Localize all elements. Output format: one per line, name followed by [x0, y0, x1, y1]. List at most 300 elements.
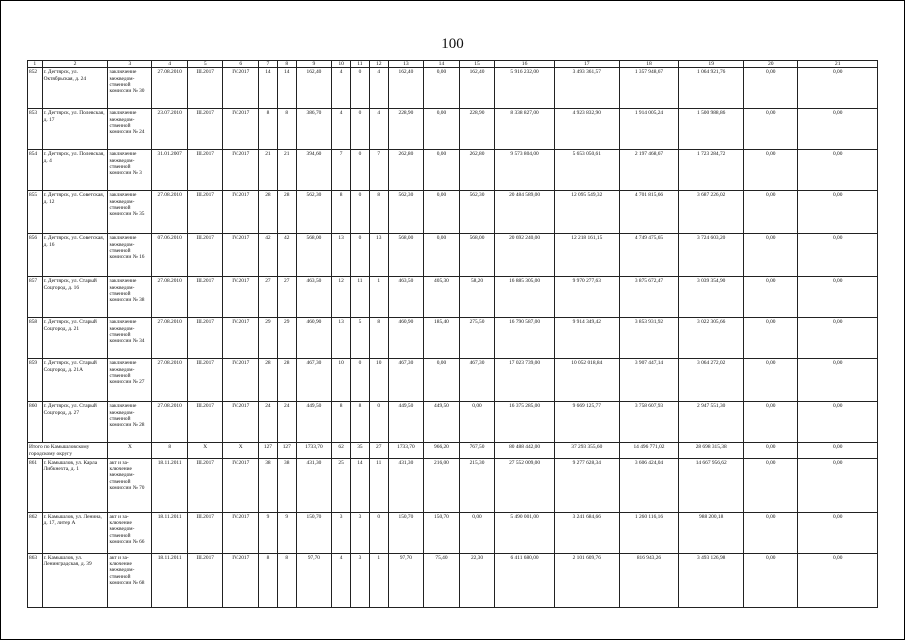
table-row: [28, 458, 878, 512]
cell-addr: г. Дегтярск, ул. Старый Соцгород, д. 16: [42, 277, 108, 318]
cell-c21: 0,00: [798, 512, 878, 553]
cell-c7: 27: [259, 277, 278, 318]
cell-c20: 0,00: [744, 458, 798, 512]
table-row: [28, 553, 878, 607]
cell-c20: 0,00: [744, 318, 798, 359]
cell-n: 863: [28, 553, 43, 607]
cell-c18: 3 875 672,47: [619, 277, 679, 318]
cell-c17: 3 241 684,66: [554, 512, 619, 553]
cell-c16: 5 916 232,00: [495, 68, 555, 109]
cell-c18: 4 701 815,66: [619, 191, 679, 234]
cell-date: 27.08.2010: [152, 277, 188, 318]
cell-doc: заключение межведом-ственной комиссии № 27: [108, 359, 152, 402]
cell-c18: 4 749 475,65: [619, 234, 679, 277]
cell-c19: 3 493 126,98: [679, 553, 744, 607]
cell-c9: 150,70: [296, 512, 332, 553]
cell-c16: 17 023 739,00: [495, 359, 555, 402]
column-number: 6: [223, 61, 259, 68]
cell-c7: 28: [259, 191, 278, 234]
subtotal-c15: 767,50: [459, 443, 495, 459]
cell-c16: 8 338 827,00: [495, 109, 555, 150]
cell-c16: 20 692 240,00: [495, 234, 555, 277]
cell-doc: заключение межведом-ственной комиссии № 28: [108, 402, 152, 443]
cell-c19: 3 724 603,20: [679, 234, 744, 277]
cell-c15: 568,00: [459, 234, 495, 277]
table-row: [28, 277, 878, 318]
cell-c13: 463,50: [388, 277, 424, 318]
cell-c16: 27 552 009,00: [495, 458, 555, 512]
cell-date: 23.07.2010: [152, 109, 188, 150]
table-row: [28, 191, 878, 234]
cell-c10: 13: [332, 234, 351, 277]
cell-c15: 22,30: [459, 553, 495, 607]
cell-c11: 3: [351, 553, 370, 607]
cell-c18: 816 943,26: [619, 553, 679, 607]
cell-date: 27.08.2010: [152, 68, 188, 109]
cell-q: III.2017: [187, 512, 223, 553]
cell-p: IV.2017: [223, 402, 259, 443]
column-number: 10: [332, 61, 351, 68]
table-row: [28, 150, 878, 191]
cell-c10: 4: [332, 553, 351, 607]
cell-c9: 568,00: [296, 234, 332, 277]
cell-c17: 9 914 349,42: [554, 318, 619, 359]
cell-n: 858: [28, 318, 43, 359]
cell-c21: 0,00: [798, 402, 878, 443]
cell-c13: 97,70: [388, 553, 424, 607]
cell-c8: 8: [277, 553, 296, 607]
subtotal-c16: 80 488 442,00: [495, 443, 555, 459]
cell-c21: 0,00: [798, 318, 878, 359]
subtotal-label: Итого по Камышловскому городскому округу: [28, 443, 108, 459]
cell-c19: 14 667 956,62: [679, 458, 744, 512]
cell-doc: заключение межведом-ственной комиссии № 35: [108, 191, 152, 234]
cell-n: 861: [28, 458, 43, 512]
cell-c21: 0,00: [798, 109, 878, 150]
column-number: 15: [459, 61, 495, 68]
cell-doc: заключение межведом-ственной комиссии № 24: [108, 109, 152, 150]
cell-c10: 13: [332, 318, 351, 359]
cell-date: 18.11.2011: [152, 458, 188, 512]
cell-p: IV.2017: [223, 68, 259, 109]
cell-c7: 8: [259, 553, 278, 607]
cell-c9: 467,30: [296, 359, 332, 402]
cell-c20: 0,00: [744, 359, 798, 402]
cell-c20: 0,00: [744, 191, 798, 234]
cell-addr: г. Дегтярск, ул. Старый Соцгород, д. 21А: [42, 359, 108, 402]
cell-c15: 162,40: [459, 68, 495, 109]
cell-c17: 9 277 628,34: [554, 458, 619, 512]
cell-c13: 467,30: [388, 359, 424, 402]
subtotal-c8: 127: [277, 443, 296, 459]
cell-c19: 1 723 284,72: [679, 150, 744, 191]
cell-n: 862: [28, 512, 43, 553]
cell-c21: 0,00: [798, 68, 878, 109]
cell-c14: 0,00: [424, 68, 460, 109]
cell-c17: 10 052 018,84: [554, 359, 619, 402]
cell-c20: 0,00: [744, 553, 798, 607]
cell-c11: 0: [351, 191, 370, 234]
cell-c11: 3: [351, 512, 370, 553]
cell-addr: г. Дегтярск, ул. Советская, д. 16: [42, 234, 108, 277]
cell-c9: 562,30: [296, 191, 332, 234]
cell-c19: 2 947 551,30: [679, 402, 744, 443]
subtotal-c11: 35: [351, 443, 370, 459]
cell-q: III.2017: [187, 277, 223, 318]
cell-addr: г. Дегтярск, ул. Октябрьская, д. 24: [42, 68, 108, 109]
cell-c8: 14: [277, 68, 296, 109]
cell-c7: 38: [259, 458, 278, 512]
cell-c11: 11: [351, 277, 370, 318]
cell-n: 854: [28, 150, 43, 191]
cell-c8: 28: [277, 191, 296, 234]
cell-c12: 1: [369, 277, 388, 318]
cell-c21: 0,00: [798, 458, 878, 512]
cell-date: 27.08.2010: [152, 402, 188, 443]
cell-n: 855: [28, 191, 43, 234]
cell-c13: 460,90: [388, 318, 424, 359]
cell-c18: 3 758 607,93: [619, 402, 679, 443]
cell-c10: 4: [332, 68, 351, 109]
cell-c16: 9 573 804,00: [495, 150, 555, 191]
cell-p: IV.2017: [223, 109, 259, 150]
cell-c16: 5 490 001,00: [495, 512, 555, 553]
column-number: 19: [679, 61, 744, 68]
cell-c13: 228,90: [388, 109, 424, 150]
cell-c12: 4: [369, 109, 388, 150]
cell-c12: 0: [369, 512, 388, 553]
column-number: 3: [108, 61, 152, 68]
cell-c10: 4: [332, 109, 351, 150]
cell-c19: 3 064 272,02: [679, 359, 744, 402]
cell-c8: 9: [277, 512, 296, 553]
cell-c10: 12: [332, 277, 351, 318]
cell-c20: 0,00: [744, 277, 798, 318]
cell-c7: 9: [259, 512, 278, 553]
cell-c9: 431,30: [296, 458, 332, 512]
cell-c15: 0,00: [459, 402, 495, 443]
cell-c9: 394,60: [296, 150, 332, 191]
column-number: 12: [369, 61, 388, 68]
cell-c13: 162,40: [388, 68, 424, 109]
cell-doc: заключение межведом-ственной комиссии № 30: [108, 68, 152, 109]
cell-c7: 8: [259, 109, 278, 150]
column-number: 7: [259, 61, 278, 68]
cell-addr: г. Дегтярск, ул. Полевская, д. 17: [42, 109, 108, 150]
cell-c8: 27: [277, 277, 296, 318]
cell-c19: 1 500 988,86: [679, 109, 744, 150]
cell-c7: 42: [259, 234, 278, 277]
cell-c8: 8: [277, 109, 296, 150]
cell-addr: г. Камышлов, ул. Карла Либкнехта, д. 1: [42, 458, 108, 512]
column-number: 1: [28, 61, 43, 68]
column-number: 17: [554, 61, 619, 68]
cell-c14: 0,00: [424, 150, 460, 191]
cell-c15: 275,50: [459, 318, 495, 359]
cell-c11: 5: [351, 318, 370, 359]
cell-c13: 568,00: [388, 234, 424, 277]
cell-c10: 10: [332, 359, 351, 402]
cell-c16: 16 885 305,00: [495, 277, 555, 318]
cell-c15: 215,30: [459, 458, 495, 512]
cell-c9: 463,50: [296, 277, 332, 318]
cell-c14: 0,00: [424, 234, 460, 277]
cell-p: IV.2017: [223, 318, 259, 359]
subtotal-c14: 966,20: [424, 443, 460, 459]
column-number: 16: [495, 61, 555, 68]
cell-c10: 3: [332, 512, 351, 553]
cell-c16: 6 411 680,00: [495, 553, 555, 607]
cell-q: III.2017: [187, 458, 223, 512]
cell-c20: 0,00: [744, 150, 798, 191]
subtotal-c18: 14 496 771,02: [619, 443, 679, 459]
column-number: 14: [424, 61, 460, 68]
cell-c17: 5 653 050,61: [554, 150, 619, 191]
cell-p: IV.2017: [223, 553, 259, 607]
cell-q: III.2017: [187, 553, 223, 607]
cell-c12: 4: [369, 68, 388, 109]
cell-c17: 12 095 549,32: [554, 191, 619, 234]
cell-c8: 24: [277, 402, 296, 443]
cell-q: III.2017: [187, 402, 223, 443]
cell-c18: 3 606 424,04: [619, 458, 679, 512]
table-row: [28, 512, 878, 553]
cell-c15: 262,80: [459, 150, 495, 191]
cell-addr: г. Дегтярск, ул. Полевская, д. 4: [42, 150, 108, 191]
cell-c10: 25: [332, 458, 351, 512]
cell-c7: 29: [259, 318, 278, 359]
cell-date: 18.11.2011: [152, 553, 188, 607]
column-number: 4: [152, 61, 188, 68]
column-number: 11: [351, 61, 370, 68]
cell-q: III.2017: [187, 150, 223, 191]
cell-c13: 150,70: [388, 512, 424, 553]
cell-c18: 3 907 447,14: [619, 359, 679, 402]
cell-q: III.2017: [187, 191, 223, 234]
column-number: 13: [388, 61, 424, 68]
cell-c21: 0,00: [798, 359, 878, 402]
cell-c12: 8: [369, 191, 388, 234]
cell-c20: 0,00: [744, 68, 798, 109]
cell-c19: 988 200,18: [679, 512, 744, 553]
cell-c20: 0,00: [744, 234, 798, 277]
cell-c9: 97,70: [296, 553, 332, 607]
cell-addr: г. Дегтярск, ул. Старый Соцгород, д. 27: [42, 402, 108, 443]
cell-addr: г. Дегтярск, ул. Старый Соцгород, д. 21: [42, 318, 108, 359]
cell-c14: 185,40: [424, 318, 460, 359]
cell-doc: акт и за-ключение межведом-ственной комиссии № 68: [108, 553, 152, 607]
subtotal-c9: 1733,70: [296, 443, 332, 459]
cell-c15: 467,30: [459, 359, 495, 402]
cell-n: 852: [28, 68, 43, 109]
subtotal-row: [28, 443, 878, 459]
cell-c7: 21: [259, 150, 278, 191]
cell-p: IV.2017: [223, 150, 259, 191]
cell-c19: 3 039 354,90: [679, 277, 744, 318]
cell-c21: 0,00: [798, 234, 878, 277]
cell-c15: 562,30: [459, 191, 495, 234]
cell-c8: 38: [277, 458, 296, 512]
cell-c20: 0,00: [744, 402, 798, 443]
cell-n: 856: [28, 234, 43, 277]
cell-c14: 449,50: [424, 402, 460, 443]
table-row: [28, 109, 878, 150]
cell-c15: 0,00: [459, 512, 495, 553]
cell-c18: 1 260 116,16: [619, 512, 679, 553]
column-number: 9: [296, 61, 332, 68]
cell-c21: 0,00: [798, 191, 878, 234]
cell-c12: 13: [369, 234, 388, 277]
cell-c11: 8: [351, 402, 370, 443]
cell-c14: 150,70: [424, 512, 460, 553]
subtotal-c17: 37 293 355,60: [554, 443, 619, 459]
cell-c11: 0: [351, 68, 370, 109]
subtotal-c4: 8: [152, 443, 188, 459]
subtotal-c12: 27: [369, 443, 388, 459]
table-row: [28, 68, 878, 109]
cell-c18: 1 914 005,24: [619, 109, 679, 150]
data-table: [27, 60, 878, 608]
cell-doc: акт и за-ключение межведом-ственной комиссии № 66: [108, 512, 152, 553]
cell-c13: 449,50: [388, 402, 424, 443]
cell-c8: 29: [277, 318, 296, 359]
cell-c8: 21: [277, 150, 296, 191]
subtotal-c6: X: [223, 443, 259, 459]
cell-c19: 3 022 305,66: [679, 318, 744, 359]
cell-c10: 7: [332, 150, 351, 191]
cell-c21: 0,00: [798, 150, 878, 191]
cell-c15: 58,20: [459, 277, 495, 318]
cell-c7: 24: [259, 402, 278, 443]
cell-doc: заключение межведом-ственной комиссии № 16: [108, 234, 152, 277]
cell-c17: 12 218 161,15: [554, 234, 619, 277]
subtotal-c13: 1733,70: [388, 443, 424, 459]
cell-c14: 0,00: [424, 109, 460, 150]
cell-c17: 2 101 609,76: [554, 553, 619, 607]
cell-n: 860: [28, 402, 43, 443]
cell-c10: 8: [332, 402, 351, 443]
subtotal-c3: X: [108, 443, 152, 459]
cell-c13: 262,80: [388, 150, 424, 191]
cell-c18: 2 197 468,67: [619, 150, 679, 191]
cell-c17: 9 669 125,77: [554, 402, 619, 443]
column-number: 20: [744, 61, 798, 68]
cell-c12: 10: [369, 359, 388, 402]
cell-c12: 0: [369, 402, 388, 443]
cell-c7: 14: [259, 68, 278, 109]
column-number: 18: [619, 61, 679, 68]
table-row: [28, 318, 878, 359]
cell-c16: 16 790 587,00: [495, 318, 555, 359]
cell-q: III.2017: [187, 234, 223, 277]
cell-date: 18.11.2011: [152, 512, 188, 553]
cell-doc: заключение межведом-ственной комиссии № 38: [108, 277, 152, 318]
cell-c19: 1 064 921,76: [679, 68, 744, 109]
subtotal-c5: X: [187, 443, 223, 459]
cell-p: IV.2017: [223, 512, 259, 553]
column-number: 8: [277, 61, 296, 68]
cell-q: III.2017: [187, 68, 223, 109]
cell-c14: 0,00: [424, 359, 460, 402]
subtotal-c10: 62: [332, 443, 351, 459]
cell-c14: 75,40: [424, 553, 460, 607]
page-number: 100: [441, 36, 464, 52]
cell-c21: 0,00: [798, 553, 878, 607]
cell-date: 27.08.2010: [152, 359, 188, 402]
cell-addr: г. Камышлов, ул. Ленина, д. 17, литер А: [42, 512, 108, 553]
cell-c9: 162,40: [296, 68, 332, 109]
cell-q: III.2017: [187, 359, 223, 402]
cell-p: IV.2017: [223, 359, 259, 402]
cell-c11: 0: [351, 150, 370, 191]
column-number: 2: [42, 61, 108, 68]
table-row: [28, 402, 878, 443]
cell-doc: заключение межведом-ственной комиссии № 34: [108, 318, 152, 359]
cell-c14: 216,00: [424, 458, 460, 512]
cell-c17: 9 970 277,63: [554, 277, 619, 318]
cell-date: 07.06.2010: [152, 234, 188, 277]
column-number: 21: [798, 61, 878, 68]
cell-c13: 562,30: [388, 191, 424, 234]
cell-c18: 1 357 948,67: [619, 68, 679, 109]
table-row: [28, 234, 878, 277]
column-number: 5: [187, 61, 223, 68]
cell-c14: 405,30: [424, 277, 460, 318]
cell-c10: 8: [332, 191, 351, 234]
subtotal-c7: 127: [259, 443, 278, 459]
cell-c9: 460,90: [296, 318, 332, 359]
cell-c12: 7: [369, 150, 388, 191]
cell-p: IV.2017: [223, 234, 259, 277]
column-number-row: [28, 61, 878, 68]
cell-p: IV.2017: [223, 458, 259, 512]
cell-c9: 386,70: [296, 109, 332, 150]
cell-c20: 0,00: [744, 109, 798, 150]
cell-c9: 449,50: [296, 402, 332, 443]
cell-n: 853: [28, 109, 43, 150]
cell-c8: 28: [277, 359, 296, 402]
cell-c17: 4 923 832,90: [554, 109, 619, 150]
table-row: [28, 359, 878, 402]
cell-c15: 228,90: [459, 109, 495, 150]
cell-c20: 0,00: [744, 512, 798, 553]
data-table-container: [27, 60, 878, 608]
cell-q: III.2017: [187, 318, 223, 359]
cell-c12: 1: [369, 553, 388, 607]
cell-q: III.2017: [187, 109, 223, 150]
cell-doc: заключение межведом-ственной комиссии № 3: [108, 150, 152, 191]
cell-c11: 0: [351, 109, 370, 150]
subtotal-c19: 28 698 315,38: [679, 443, 744, 459]
cell-addr: г. Дегтярск, ул. Советская, д. 12: [42, 191, 108, 234]
cell-c18: 3 853 931,92: [619, 318, 679, 359]
cell-date: 31.01.2007: [152, 150, 188, 191]
cell-date: 27.08.2010: [152, 318, 188, 359]
cell-c8: 42: [277, 234, 296, 277]
cell-c11: 0: [351, 234, 370, 277]
cell-c17: 3 493 361,57: [554, 68, 619, 109]
cell-n: 857: [28, 277, 43, 318]
subtotal-c20: 0,00: [744, 443, 798, 459]
cell-c12: 11: [369, 458, 388, 512]
cell-p: IV.2017: [223, 191, 259, 234]
cell-c19: 3 687 226,02: [679, 191, 744, 234]
cell-date: 27.08.2010: [152, 191, 188, 234]
cell-c12: 8: [369, 318, 388, 359]
subtotal-c21: 0,00: [798, 443, 878, 459]
cell-c16: 20 484 589,00: [495, 191, 555, 234]
cell-doc: акт и за-ключение межведом-ственной комиссии № 70: [108, 458, 152, 512]
